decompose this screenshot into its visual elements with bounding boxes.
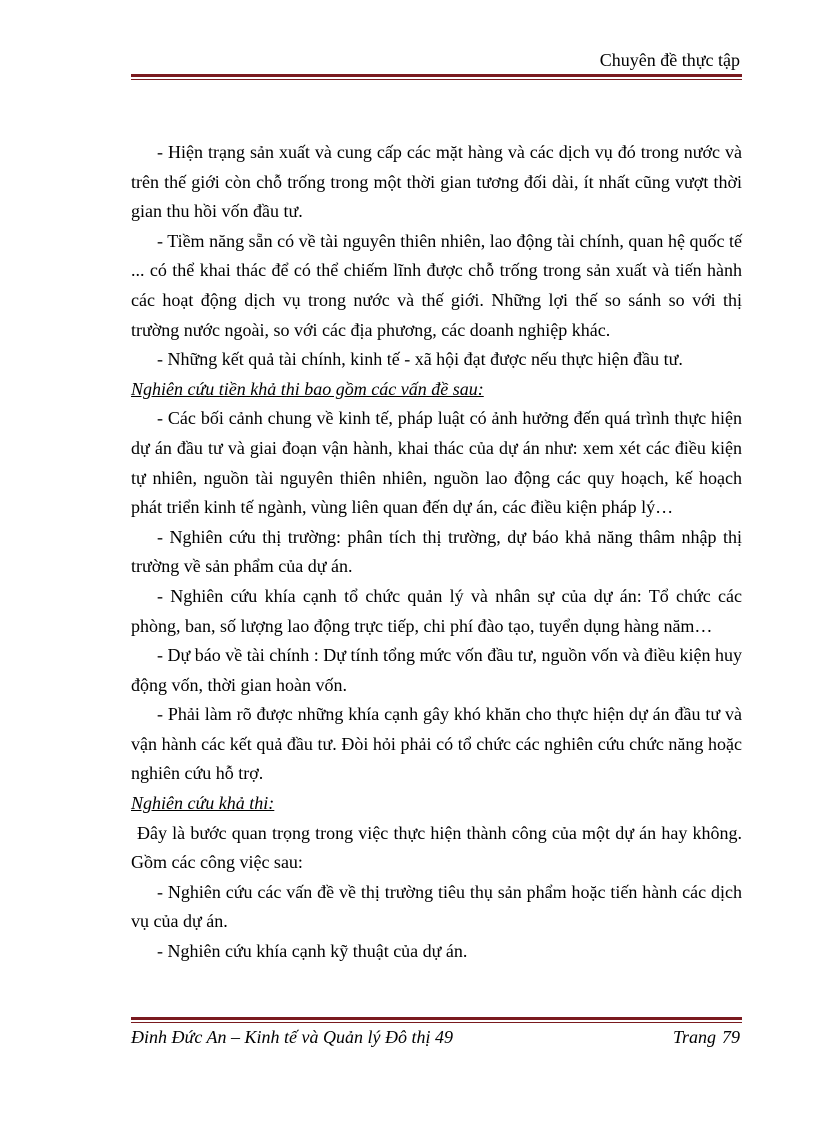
footer-author: Đinh Đức An – Kinh tế và Quản lý Đô thị 49: [131, 1027, 453, 1047]
page-body: [131, 138, 742, 967]
paragraph-2: - Tiềm năng sẵn có về tài nguyên thiên nhiên, lao động tài chính, quan hệ quốc tế ... có thể khai thác để có thể chiếm lĩnh được chỗ trống trong sản xuất và tiến hành các hoạt động dịch vụ trong nước và thế giới. Những lợi thế so sánh so với thị trường nước ngoài, so với các địa phương, các doanh nghiệp khác.: [131, 230, 742, 340]
footer-page: [673, 1027, 740, 1048]
paragraph-6: - Nghiên cứu khía cạnh tổ chức quản lý và nhân sự của dự án: Tổ chức các phòng, ban, số lượng lao động trực tiếp, chi phí đào tạo, tuyển dụng hàng năm…: [131, 585, 742, 636]
header-rule: [131, 74, 742, 80]
paragraph-11: - Nghiên cứu khía cạnh kỹ thuật của dự án.: [157, 941, 468, 962]
paragraph-8: - Phải làm rõ được những khía cạnh gây khó khăn cho thực hiện dự án đầu tư và vận hành các kết quả đầu tư. Đòi hỏi phải có tổ chức các nghiên cứu chức năng hoặc nghiên cứu hỗ trợ.: [131, 704, 742, 784]
footer-rule: [131, 1017, 742, 1023]
paragraph-1: - Hiện trạng sản xuất và cung cấp các mặt hàng và các dịch vụ đó trong nước và trên thế giới còn chỗ trống trong một thời gian tương đối dài, ít nhất cũng vượt thời gian thu hồi vốn đầu tư.: [131, 142, 742, 222]
paragraph-9: Đây là bước quan trọng trong việc thực hiện thành công của một dự án hay không. Gồm các công việc sau:: [131, 822, 742, 873]
paragraph-3: - Những kết quả tài chính, kinh tế - xã hội đạt được nếu thực hiện đầu tư.: [157, 349, 683, 370]
paragraph-7: - Dự báo về tài chính : Dự tính tổng mức vốn đầu tư, nguồn vốn và điều kiện huy động vốn, thời gian hoàn vốn.: [131, 645, 742, 695]
page-number: 79: [722, 1027, 740, 1047]
section-heading-feasibility: Nghiên cứu khả thi:: [131, 793, 275, 814]
page-label: Trang: [672, 1027, 716, 1047]
paragraph-10: - Nghiên cứu các vấn đề về thị trường tiêu thụ sản phẩm hoặc tiến hành các dịch vụ của dự án.: [131, 881, 742, 932]
paragraph-5: - Nghiên cứu thị trường: phân tích thị trường, dự báo khả năng thâm nhập thị trường về sản phẩm của dự án.: [131, 526, 742, 577]
section-heading-prefeasibility: Nghiên cứu tiền khả thi bao gồm các vấn đề sau:: [131, 378, 484, 399]
header-title: Chuyên đề thực tập: [599, 50, 740, 70]
paragraph-4: - Các bối cảnh chung về kinh tế, pháp luật có ảnh hưởng đến quá trình thực hiện dự án đầu tư và giai đoạn vận hành, khai thác của dự án như: xem xét các điều kiện tự nhiên, nguồn tài nguyên thiên nhiên, nguồn lao động các quy hoạch, kế hoạch phát triển kinh tế ngành, vùng liên quan đến dự án, các điều kiện pháp lý…: [131, 408, 742, 518]
